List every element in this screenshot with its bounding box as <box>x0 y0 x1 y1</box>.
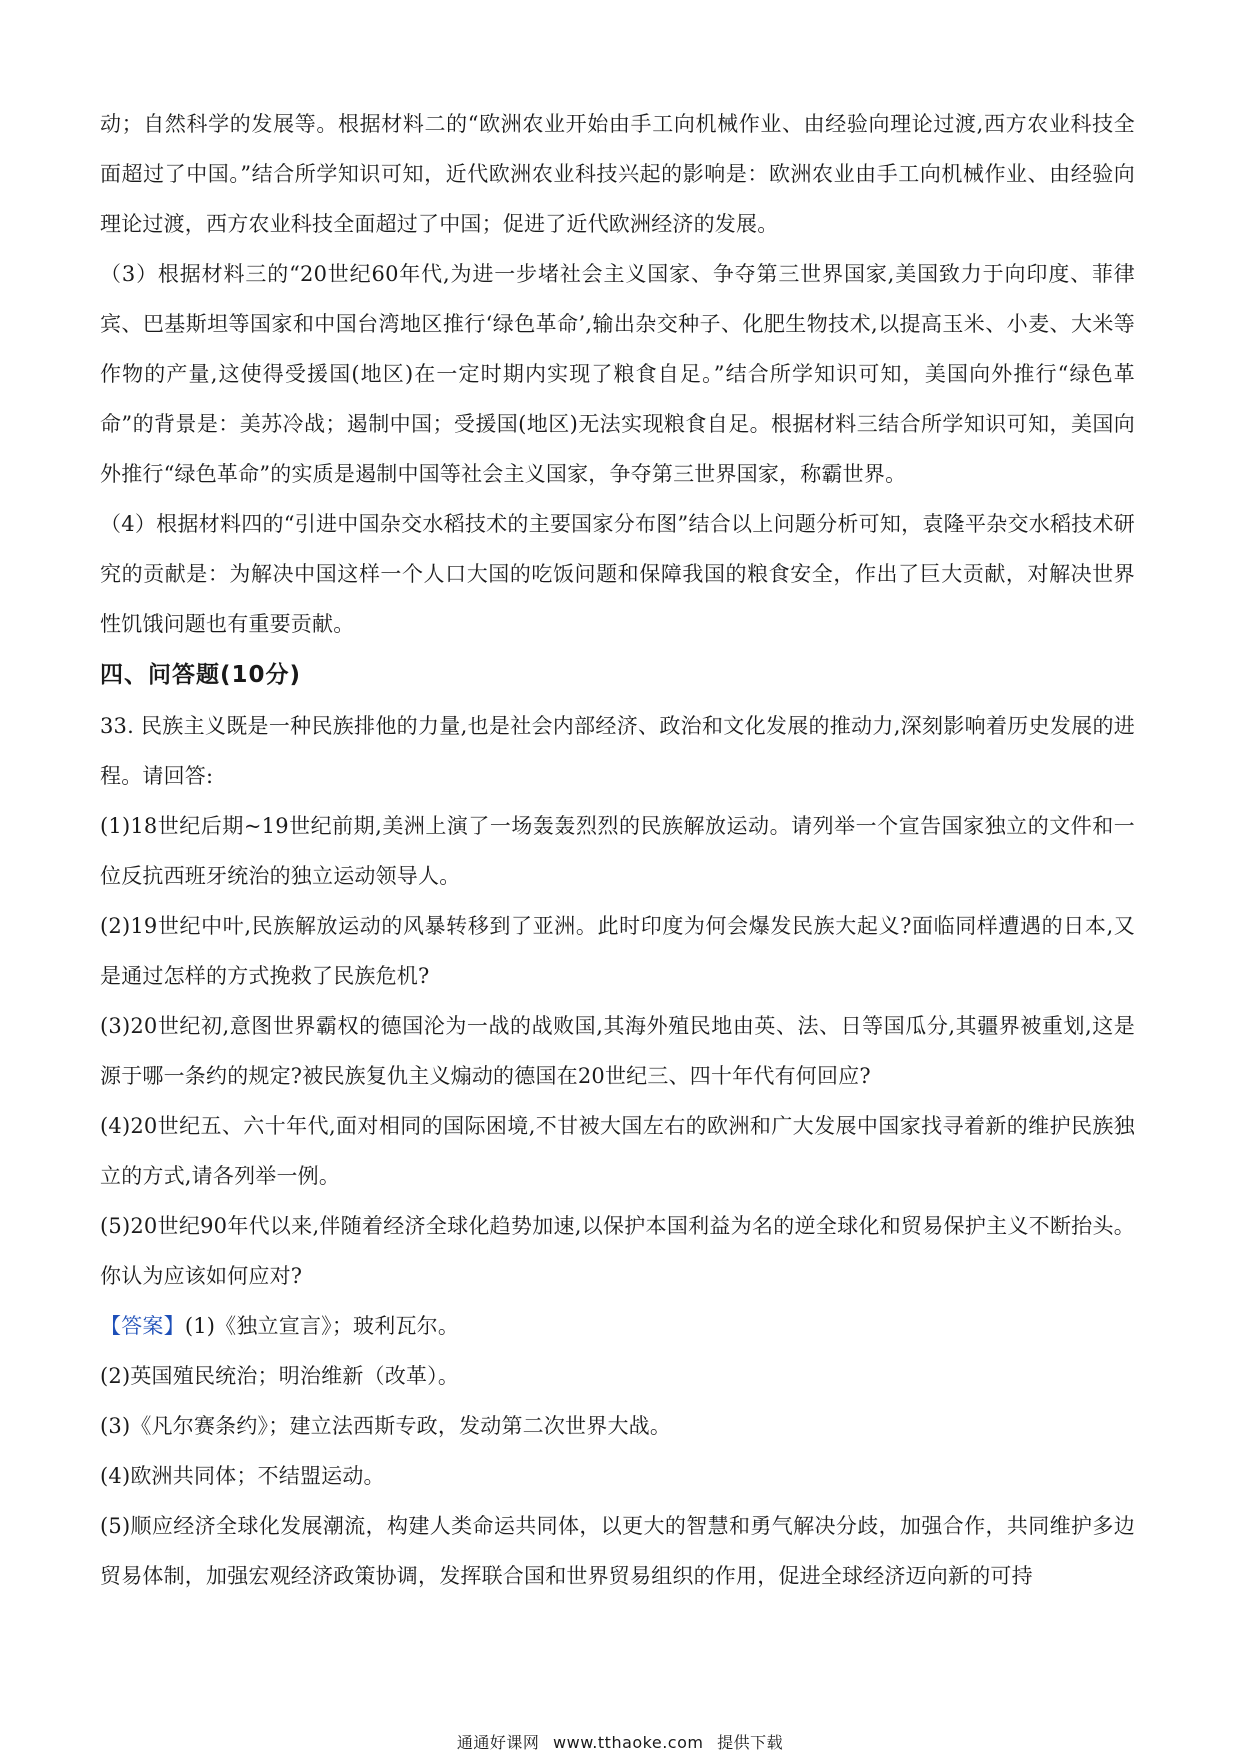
page-footer <box>0 1730 1240 1753</box>
paragraph-material-2-conclusion: 动；自然科学的发展等。根据材料二的“欧洲农业开始由手工向机械作业、由经验向理论过渡,西方农业科技全面超过了中国。”结合所学知识可知，近代欧洲农业科技兴起的影响是：欧洲农业由手工向机械作业、由经验向理论过渡，西方农业科技全面超过了中国；促进了近代欧洲经济的发展。 <box>100 112 1135 236</box>
paragraph-material-3-analysis: （3）根据材料三的“20世纪60年代,为进一步堵社会主义国家、争夺第三世界国家,美国致力于向印度、菲律宾、巴基斯坦等国家和中国台湾地区推行‘绿色革命’,输出杂交种子、化肥生物技术,以提高玉米、小麦、大米等作物的产量,这使得受援国(地区)在一定时期内实现了粮食自足。”结合所学知识可知，美国向外推行“绿色革命”的背景是：美苏冷战；遏制中国；受援国(地区)无法实现粮食自足。根据材料三结合所学知识可知，美国向外推行“绿色革命”的实质是遏制中国等社会主义国家，争夺第三世界国家，称霸世界。 <box>100 262 1135 486</box>
question-item-5: (5)20世纪90年代以来,伴随着经济全球化趋势加速,以保护本国利益为名的逆全球化和贸易保护主义不断抬头。你认为应该如何应对? <box>100 1214 1135 1288</box>
paragraph-material-4-analysis: （4）根据材料四的“引进中国杂交水稻技术的主要国家分布图”结合以上问题分析可知，袁隆平杂交水稻技术研究的贡献是：为解决中国这样一个人口大国的吃饭问题和保障我国的粮食安全，作出了巨大贡献，对解决世界性饥饿问题也有重要贡献。 <box>100 512 1135 636</box>
answer-item-4: (4)欧洲共同体；不结盟运动。 <box>100 1464 385 1488</box>
answer-item-5: (5)顺应经济全球化发展潮流，构建人类命运共同体，以更大的智慧和勇气解决分歧，加强合作，共同维护多边贸易体制，加强宏观经济政策协调，发挥联合国和世界贸易组织的作用，促进全球经济迈向新的可持 <box>100 1514 1135 1588</box>
question-33-intro: 33. 民族主义既是一种民族排他的力量,也是社会内部经济、政治和文化发展的推动力,深刻影响着历史发展的进程。请回答: <box>100 714 1135 788</box>
answer-tag: 【答案】 <box>100 1314 185 1338</box>
question-item-2: (2)19世纪中叶,民族解放运动的风暴转移到了亚洲。此时印度为何会爆发民族大起义?面临同样遭遇的日本,又是通过怎样的方式挽救了民族危机? <box>100 914 1135 988</box>
question-item-3: (3)20世纪初,意图世界霸权的德国沦为一战的战败国,其海外殖民地由英、法、日等国瓜分,其疆界被重划,这是源于哪一条约的规定?被民族复仇主义煽动的德国在20世纪三、四十年代有何回应? <box>100 1014 1135 1088</box>
question-item-4: (4)20世纪五、六十年代,面对相同的国际困境,不甘被大国左右的欧洲和广大发展中国家找寻着新的维护民族独立的方式,请各列举一例。 <box>100 1114 1135 1188</box>
answer-item-2: (2)英国殖民统治；明治维新（改革）。 <box>100 1364 460 1388</box>
question-item-1: (1)18世纪后期~19世纪前期,美洲上演了一场轰轰烈烈的民族解放运动。请列举一个宣告国家独立的文件和一位反抗西班牙统治的独立运动领导人。 <box>100 814 1135 888</box>
answer-line-1 <box>100 1301 1135 1351</box>
footer-site-name: 通通好课网 <box>456 1733 540 1752</box>
section-heading-qa: 四、问答题(10分) <box>100 662 302 688</box>
answer-item-3: (3)《凡尔赛条约》；建立法西斯专政，发动第二次世界大战。 <box>100 1414 672 1438</box>
answer-item-1: (1)《独立宣言》；玻利瓦尔。 <box>184 1314 460 1338</box>
document-body <box>100 99 1135 1601</box>
footer-suffix: 提供下载 <box>717 1733 784 1752</box>
footer-url[interactable]: www.tthaoke.com <box>553 1733 704 1752</box>
